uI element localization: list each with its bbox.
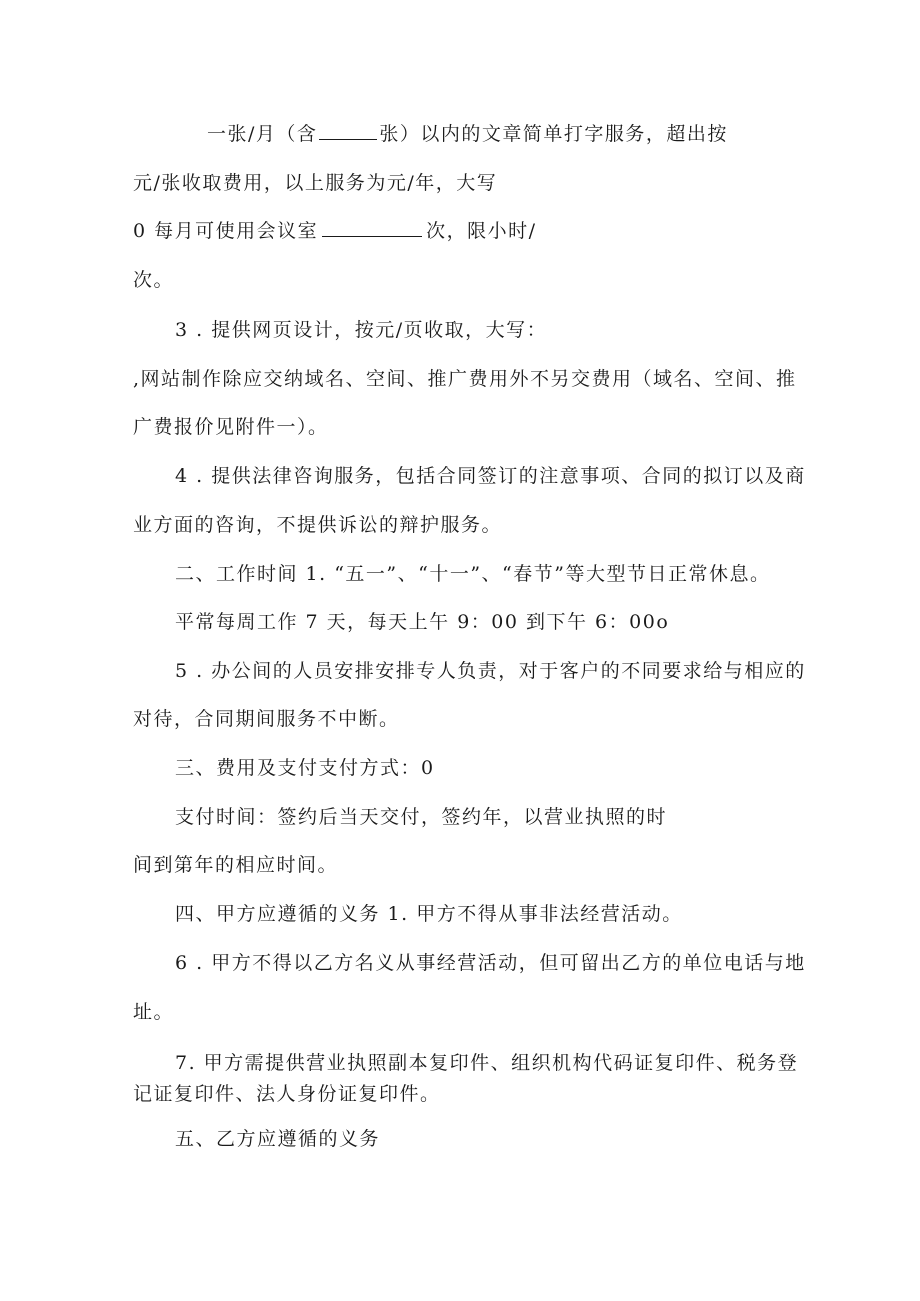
text-fragment: 支付时间：签约后当天交付，签约年，以营业执照的时 <box>175 806 668 828</box>
text-line <box>133 366 797 392</box>
text-fragment: 三、费用及支付支付方式：0 <box>175 757 435 779</box>
text-line <box>133 706 400 732</box>
text-fragment: 一张/月（含 <box>207 123 318 145</box>
text-line <box>133 218 537 244</box>
text-line <box>175 1050 798 1076</box>
text-fragment: 6 . 甲方不得以乙方名义从事经营活动，但可留出乙方的单位电话与地 <box>175 952 806 974</box>
section-heading <box>175 1126 380 1152</box>
text-line <box>133 512 502 538</box>
text-line <box>133 267 174 293</box>
text-fragment: 元/张收取费用，以上服务为元/年，大写 <box>133 172 498 194</box>
text-line <box>175 804 667 830</box>
text-fragment: 7. 甲方需提供营业执照副本复印件、组织机构代码证复印件、税务登 <box>175 1052 799 1074</box>
text-fragment: 5 . 办公间的人员安排安排专人负责，对于客户的不同要求给与相应的 <box>175 660 806 682</box>
text-fragment: 张）以内的文章简单打字服务，超出按 <box>379 123 728 145</box>
text-line <box>175 463 806 489</box>
text-line <box>175 561 771 587</box>
fill-in-blank <box>322 218 422 237</box>
text-line <box>133 414 329 440</box>
text-line <box>175 901 683 927</box>
text-fragment: 址。 <box>133 1001 175 1023</box>
text-fragment: 二、工作时间 1. “五一”、“十一”、“春节”等大型节日正常休息。 <box>175 563 771 585</box>
text-line <box>133 1081 441 1107</box>
text-fragment: 五、乙方应遵循的义务 <box>175 1128 381 1150</box>
text-line <box>133 170 497 196</box>
text-line <box>175 658 806 684</box>
text-line <box>133 852 338 878</box>
text-fragment: 0 每月可使用会议室 <box>133 220 319 242</box>
text-line <box>207 121 728 147</box>
text-fragment: 对待，合同期间服务不中断。 <box>133 708 400 730</box>
text-line <box>133 999 174 1025</box>
text-line <box>175 950 806 976</box>
fill-in-blank <box>319 121 377 140</box>
text-fragment: 3 . 提供网页设计，按元/页收取，大写： <box>175 319 548 341</box>
text-fragment: 次，限小时/ <box>426 220 537 242</box>
text-line <box>175 609 669 635</box>
text-fragment: 四、甲方应遵循的义务 1. 甲方不得从事非法经营活动。 <box>175 903 683 925</box>
text-fragment: 记证复印件、法人身份证复印件。 <box>133 1083 441 1105</box>
text-fragment: 4 . 提供法律咨询服务，包括合同签订的注意事项、合同的拟订以及商 <box>175 465 806 487</box>
text-fragment: 间到第年的相应时间。 <box>133 854 339 876</box>
text-fragment: 广费报价见附件一）。 <box>133 416 329 438</box>
text-fragment: ,网站制作除应交纳域名、空间、推广费用外不另交费用（域名、空间、推 <box>133 368 797 390</box>
text-fragment: 平常每周工作 7 天，每天上午 9：00 到下午 6：00o <box>175 611 670 633</box>
text-line <box>175 317 547 343</box>
text-fragment: 业方面的咨询，不提供诉讼的辩护服务。 <box>133 514 503 536</box>
text-fragment: 次。 <box>133 269 175 291</box>
text-line <box>175 755 435 781</box>
